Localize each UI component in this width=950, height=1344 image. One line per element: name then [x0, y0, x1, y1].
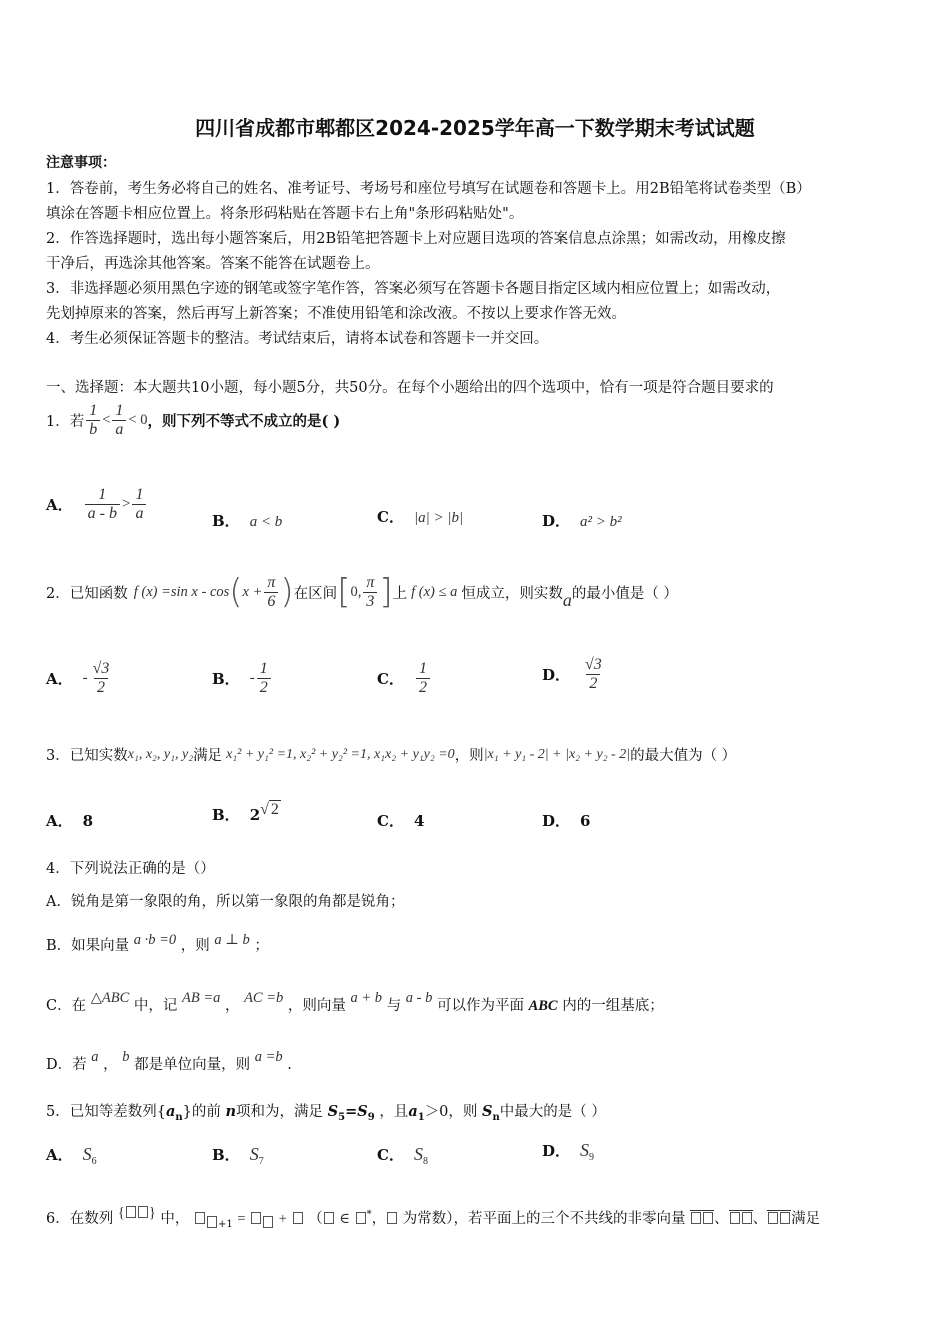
- q2-option-a-frac: $\frac{√3}{2}$: [92, 660, 110, 696]
- q2-option-c-frac: $\frac{1}{2}$: [416, 660, 430, 697]
- q2-paren-close-icon: ): [280, 572, 294, 612]
- q2-interval-left: 0,: [350, 583, 362, 600]
- glyph-box-icon: [138, 1206, 148, 1218]
- q1-option-a[interactable]: [46, 486, 148, 523]
- q5-option-d[interactable]: D． $S_9$: [542, 1140, 595, 1163]
- q4-option-b[interactable]: [46, 934, 269, 955]
- q4-option-c-mid1: 中，记: [133, 998, 178, 1014]
- q6-const: 为常数），若平面上的三个不共线的非零向量: [402, 1211, 686, 1227]
- q1-option-a-frac2: $\frac{1}{a}$: [132, 486, 146, 523]
- q4-option-c-e3: a + b: [350, 990, 383, 1006]
- q1-frac-1-a: $\frac{1}{a}$: [112, 402, 126, 439]
- q1-option-c-label: C．: [377, 508, 404, 526]
- glyph-box-icon: [263, 1216, 273, 1228]
- q3-option-b-label: B．: [212, 806, 240, 824]
- glyph-box-icon: [324, 1212, 334, 1224]
- q4-option-d-expr: a =b: [254, 1049, 283, 1065]
- q4-option-d[interactable]: [46, 1049, 292, 1074]
- q3-option-a-label: A．: [46, 812, 73, 830]
- q3-vars: x₁, x₂, y₁, y₂: [127, 746, 194, 762]
- q2-inner: x +: [242, 583, 263, 600]
- q3-condition: x₁² + y₁² =1, x₂² + y₂² =1, x₁x₂ + y₁y₂ =0: [226, 746, 455, 762]
- q3-option-c-value: 4: [413, 812, 425, 830]
- glyph-box-icon: [703, 1212, 713, 1224]
- notice-line-1: 1．答卷前，考生务必将自己的姓名、准考证号、考场号和座位号填写在试题卷和答题卡上。用2B铅笔将试卷类型（B）: [46, 181, 811, 197]
- q2-bracket-open-icon: [: [337, 572, 351, 612]
- q4-option-b-end: ；: [254, 938, 269, 954]
- q3-option-a-value: 8: [82, 812, 94, 830]
- q4-option-d-end: .: [287, 1057, 292, 1073]
- q3-option-b[interactable]: B． 2√ 2: [212, 801, 279, 824]
- q2-option-c-label: C．: [377, 670, 404, 688]
- q2-option-b-frac: $\frac{1}{2}$: [257, 660, 271, 697]
- q1-stem-rest: ，则下列不等式不成立的是( ): [147, 413, 341, 430]
- notice-line-1b: 填涂在答题卡相应位置上。将条形码粘贴在答题卡右上角"条形码粘贴处"。: [46, 206, 524, 222]
- glyph-box-icon: [195, 1212, 205, 1224]
- q4-option-d-b: b: [122, 1049, 130, 1065]
- q4-option-b-pre: B．如果向量: [46, 938, 130, 954]
- q4-option-c-and: 与: [386, 998, 402, 1014]
- q2-option-a-sign: -: [82, 670, 88, 686]
- q6-cond-open: （: [308, 1211, 323, 1227]
- q1-option-a-label: A．: [46, 496, 73, 514]
- question-1: [46, 402, 340, 439]
- q4-option-c-end: 内的一组基底；: [562, 998, 664, 1014]
- q1-lt-zero: < 0: [128, 412, 148, 428]
- glyph-box-icon: [742, 1212, 752, 1224]
- q4-option-c[interactable]: [46, 990, 664, 1015]
- q2-on: 上: [392, 585, 408, 602]
- q1-option-b-expr: a < b: [249, 514, 283, 530]
- q6-sep-1: 、: [714, 1211, 729, 1227]
- question-5: 5．已知等差数列$\{a_n\}$的前 n项和为，满足 $S_5=S_9$ ，且$a_1>0$，则 $S_n$中最大的是（ ）: [46, 1103, 606, 1123]
- q1-option-b[interactable]: [212, 510, 282, 531]
- q4-option-b-mid: ，则: [180, 938, 210, 954]
- q5-option-c[interactable]: C． $S_8$: [377, 1144, 428, 1167]
- q6-pre: 6．在数列: [46, 1211, 114, 1227]
- notice-line-4: 4．考生必须保证答题卡的整洁。考试结束后，请将本试卷和答题卡一并交回。: [46, 331, 549, 347]
- q5-option-a-label: A．: [46, 1146, 73, 1164]
- q2-frac-pi-6: $\frac{\pi}{6}$: [264, 574, 278, 611]
- q3-satisfy: 满足: [193, 748, 223, 764]
- q6-eq: =: [237, 1211, 246, 1227]
- q4-option-c-e2: AC =b: [244, 990, 284, 1006]
- q6-tail: 满足: [791, 1211, 821, 1227]
- q4-option-a[interactable]: A．锐角是第一象限的角，所以第一象限的角都是锐角；: [46, 894, 405, 910]
- notice-line-3: 3．非选择题必须用黑色字迹的钢笔或签字笔作答，答案必须写在答题卡各题目指定区域内相应位置上；如需改动，: [46, 281, 781, 297]
- notice-line-3b: 先划掉原来的答案，然后再写上新答案；不准使用铅笔和涂改液。不按以上要求作答无效。: [46, 306, 626, 322]
- q3-option-d[interactable]: [542, 810, 590, 831]
- q5-option-d-label: D．: [542, 1142, 571, 1160]
- question-6: 6．在数列 { } 中， $_{+1}$ = + （ ∈ *， 为常数），若平面上的三个不共线的非零向量 、 、 满足: [46, 1205, 821, 1230]
- q1-option-c[interactable]: [377, 506, 463, 527]
- q4-option-c-mid2: ，则向量: [287, 998, 346, 1014]
- q2-option-b-label: B．: [212, 670, 240, 688]
- glyph-box-icon: [387, 1212, 397, 1224]
- q2-option-d[interactable]: [542, 656, 607, 693]
- q4-option-d-a: a: [91, 1049, 99, 1065]
- q3-expression: |x₁ + y₁ - 2| + |x₂ + y₂ - 2|: [483, 746, 631, 762]
- q4-option-c-e1: AB =a: [181, 990, 221, 1006]
- question-2: [46, 572, 678, 612]
- glyph-box-icon: [126, 1206, 136, 1218]
- q6-in: ∈: [339, 1211, 351, 1227]
- q1-option-a-frac1: $\frac{1}{a - b}$: [85, 486, 120, 523]
- q2-frac-pi-3: $\frac{\pi}{3}$: [363, 574, 377, 611]
- q3-option-a[interactable]: [46, 810, 93, 831]
- q6-mid1: 中，: [160, 1211, 190, 1227]
- q2-number: 2．已知函数: [46, 585, 128, 602]
- q2-bracket-close-icon: ]: [379, 572, 393, 612]
- q5-option-b-label: B．: [212, 1146, 240, 1164]
- glyph-box-icon: [293, 1212, 303, 1224]
- q1-option-a-gt: >: [121, 496, 131, 512]
- q3-option-b-root: 2: [270, 801, 279, 818]
- q1-option-d[interactable]: [542, 510, 622, 531]
- q3-option-d-label: D．: [542, 812, 571, 830]
- q6-sep: ，: [371, 1211, 387, 1227]
- q3-number: 3．已知实数: [46, 748, 128, 764]
- q4-option-b-expr2: a ⊥ b: [214, 932, 250, 948]
- q5-option-c-label: C．: [377, 1146, 404, 1164]
- q3-then: ，则: [454, 748, 484, 764]
- q2-option-c[interactable]: [377, 660, 432, 697]
- glyph-box-icon: [780, 1212, 790, 1224]
- notice-line-2b: 干净后，再选涂其他答案。答案不能答在试题卷上。: [46, 256, 380, 272]
- glyph-box-icon: [768, 1212, 778, 1224]
- q2-stem-rest: 恒成立，则实数: [461, 585, 563, 602]
- q2-var-a: a: [562, 589, 572, 610]
- notice-line-2: 2．作答选择题时，选出每小题答案后，用2B铅笔把答题卡上对应题目选项的答案信息点涂黑；如需改动，用橡皮擦: [46, 231, 786, 247]
- q3-option-b-value: 2: [249, 806, 261, 824]
- q3-stem-tail: 的最大值为（ ）: [630, 748, 737, 764]
- glyph-box-icon: [251, 1212, 261, 1224]
- q2-inequality: f (x) ≤ a: [411, 583, 458, 600]
- q4-option-c-triangle: △ABC: [90, 990, 130, 1006]
- q1-option-d-expr: a² > b²: [580, 514, 622, 530]
- q2-option-a-label: A．: [46, 670, 73, 688]
- q2-option-b-sign: -: [249, 670, 255, 686]
- q4-option-c-tail: 可以作为平面: [436, 998, 524, 1014]
- q2-interval-text: 在区间: [293, 585, 338, 602]
- q4-option-d-comma: ，: [103, 1057, 118, 1073]
- q4-option-c-comma: ，: [224, 998, 240, 1014]
- glyph-box-icon: [730, 1212, 740, 1224]
- q5-option-b[interactable]: B． $S_7$: [212, 1144, 264, 1167]
- q1-lt: <: [102, 412, 111, 428]
- q1-option-b-label: B．: [212, 512, 240, 530]
- q1-number: 1．若: [46, 414, 85, 430]
- glyph-box-icon: [356, 1212, 366, 1224]
- q1-frac-1-b: $\frac{1}{b}$: [86, 402, 100, 439]
- notice-heading: 注意事项：: [46, 155, 116, 171]
- q4-option-c-abc: ABC: [528, 998, 558, 1014]
- question-4: 4．下列说法正确的是（）: [46, 861, 215, 877]
- glyph-box-icon: [691, 1212, 701, 1224]
- q3-option-c-label: C．: [377, 812, 404, 830]
- q2-function: f (x) =sin x - cos: [133, 583, 230, 600]
- q3-option-d-value: 6: [580, 812, 591, 830]
- q2-option-a[interactable]: [46, 660, 114, 697]
- q4-option-d-mid: 都是单位向量，则: [134, 1057, 251, 1073]
- q3-option-c[interactable]: [377, 810, 424, 831]
- page-title: 四川省成都市郫都区2024-2025学年高一下数学期末考试试题: [195, 116, 755, 140]
- q6-plus: +: [278, 1211, 287, 1227]
- q2-option-d-frac: $\frac{√3}{2}$: [585, 656, 602, 692]
- q4-option-b-expr1: a ·b =0: [133, 932, 177, 948]
- section-heading: 一、选择题：本大题共10小题，每小题5分，共50分。在每个小题给出的四个选项中，恰有一项是符合题目要求的: [46, 380, 774, 396]
- q1-option-d-label: D．: [542, 512, 571, 530]
- q4-option-c-e4: a - b: [405, 990, 433, 1006]
- q2-paren-open-icon: (: [229, 572, 243, 612]
- q4-option-d-pre: D．若: [46, 1057, 87, 1073]
- q2-option-b[interactable]: [212, 660, 273, 697]
- q4-option-c-pre: C．在: [46, 998, 87, 1014]
- glyph-box-icon: [207, 1216, 217, 1228]
- q2-option-d-label: D．: [542, 666, 571, 684]
- q1-option-c-expr: |a| > |b|: [413, 510, 464, 526]
- q5-option-a[interactable]: A． $S_6$: [46, 1144, 97, 1167]
- q6-sep-2: 、: [752, 1211, 768, 1227]
- question-3: [46, 744, 736, 765]
- q2-stem-tail: 的最小值是（ ）: [571, 585, 678, 602]
